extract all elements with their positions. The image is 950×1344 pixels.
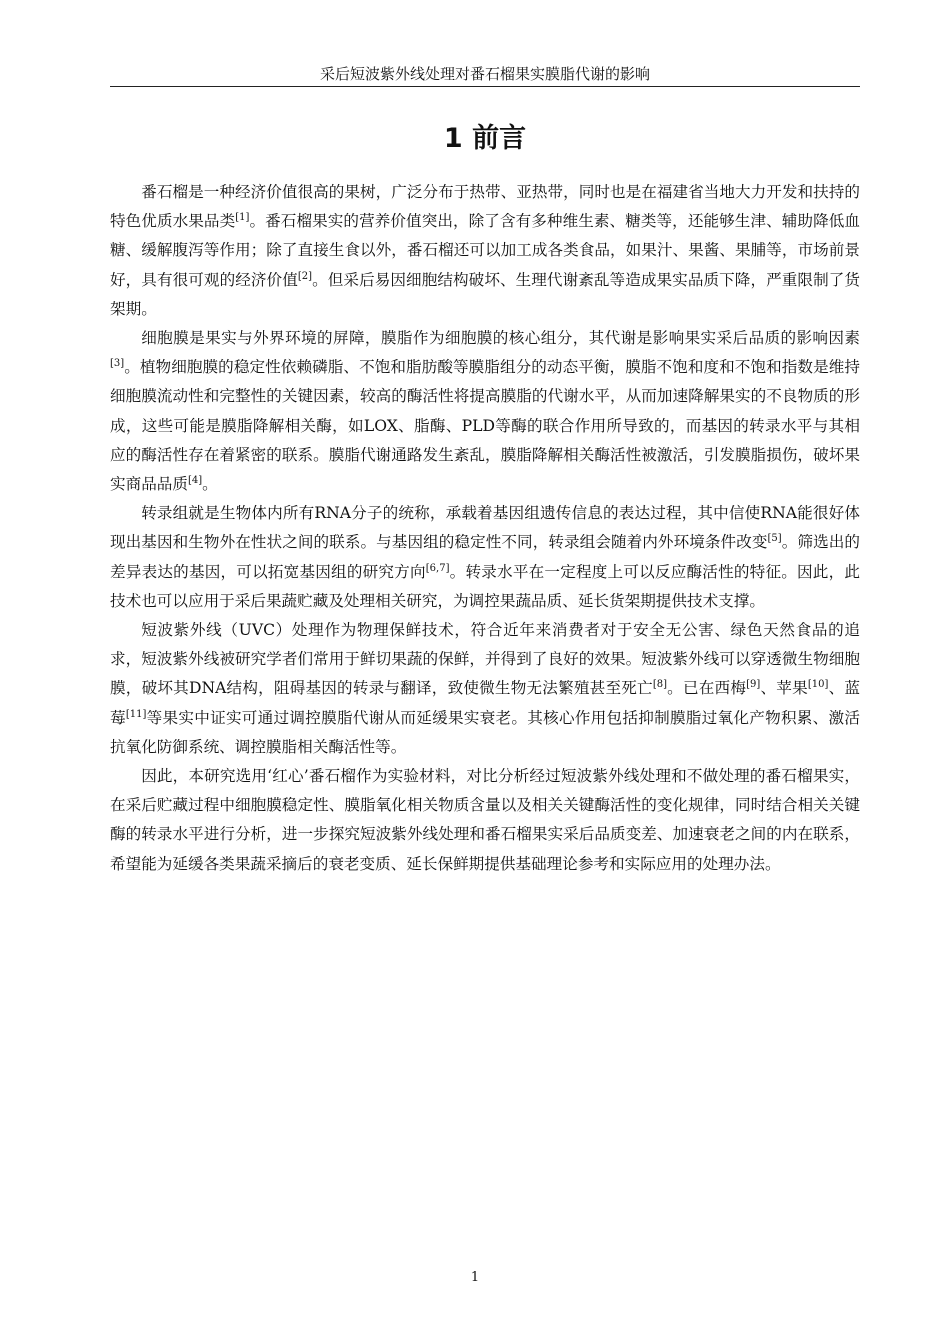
body-text [110,178,860,879]
paragraph-text: 。转录水平在一定程度上可以反应酶活性的特征。因此，此技术也可以应用于采后果蔬贮藏及处理相关研究，为调控果蔬品质、延长货架期提供技术支撑。 [110,562,860,610]
citation-ref: [5] [767,533,782,545]
citation-ref: [9] [746,679,761,691]
citation-ref: [4] [187,474,203,486]
citation-ref: [10] [807,679,829,691]
running-header: 采后短波紫外线处理对番石榴果实膜脂代谢的影响 [319,65,650,83]
paragraph-2 [110,324,860,499]
citation-ref: [1] [235,212,250,224]
paragraph-text: 。 [202,475,218,494]
paragraph-1 [110,178,860,324]
page-number: 1 [470,1270,480,1285]
paragraph-text: 、苹果 [760,679,808,698]
paragraph-text: 转录组就是生物体内所有RNA分子的统称，承载着基因组遗传信息的表达过程，其中信使RNA能很好体现出基因和生物外在性状之间的联系。与基因组的稳定性不同，转录组会随着内外环境条件改变 [110,504,860,552]
paragraph-text: 番石榴是一种经济价值很高的果树，广泛分布于热带、亚热带，同时也是在福建省当地大力开发和扶持的特色优质水果品类 [110,183,860,231]
paragraph-text: 短波紫外线（UVC）处理作为物理保鲜技术，符合近年来消费者对于安全无公害、绿色天然食品的追求，短波紫外线被研究学者们常用于鲜切果蔬的保鲜，并得到了良好的效果。短波紫外线可以穿透微生物细胞膜，破坏其DNA结构，阻碍基因的转录与翻译，致使微生物无法繁殖甚至死亡 [110,621,860,698]
paragraph-3 [110,499,860,616]
paragraph-5 [110,762,860,879]
paragraph-text: 因此，本研究选用‘红心’番石榴作为实验材料，对比分析经过短波紫外线处理和不做处理的番石榴果实，在采后贮藏过程中细胞膜稳定性、膜脂氧化相关物质含量以及相关关键酶活性的变化规律，同时结合相关关键酶的转录水平进行分析，进一步探究短波紫外线处理和番石榴果实采后品质变差、加速衰老之间的内在联系，希望能为延缓各类果蔬采摘后的衰老变质、延长保鲜期提供基础理论参考和实际应用的处理办法。 [110,767,860,873]
citation-ref: [8] [652,679,667,691]
paragraph-text: 。筛选出的差异表达的基因，可以拓宽基因组的研究方向 [110,533,860,581]
paragraph-text: 、蓝莓 [110,679,860,727]
citation-ref: [6,7] [425,562,450,574]
paragraph-text: 。已在西梅 [666,679,747,698]
citation-ref: [2] [297,270,313,282]
paragraph-text: 。但采后易因细胞结构破坏、生理代谢紊乱等造成果实品质下降，严重限制了货架期。 [110,270,860,318]
citation-ref: [3] [110,358,125,370]
citation-ref: [11] [125,708,147,720]
header-rule [110,86,860,87]
paragraph-text: 等果实中证实可通过调控膜脂代谢从而延缓果实衰老。其核心作用包括抑制膜脂过氧化产物积累、激活抗氧化防御系统、调控膜脂相关酶活性等。 [110,708,860,756]
paragraph-text: 。番石榴果实的营养价值突出，除了含有多种维生素、糖类等，还能够生津、辅助降低血糖、缓解腹泻等作用；除了直接生食以外，番石榴还可以加工成各类食品，如果汁、果酱、果脯等，市场前景好，具有很可观的经济价值 [110,212,860,289]
paragraph-text: 。植物细胞膜的稳定性依赖磷脂、不饱和脂肪酸等膜脂组分的动态平衡，膜脂不饱和度和不饱和指数是维持细胞膜流动性和完整性的关键因素，较高的酶活性将提高膜脂的代谢水平，从而加速降解果实的不良物质的形成，这些可能是膜脂降解相关酶，如LOX、脂酶、PLD等酶的联合作用所导致的，而基因的转录水平与其相应的酶活性存在着紧密的联系。膜脂代谢通路发生紊乱，膜脂降解相关酶活性被激活，引发膜脂损伤，破坏果实商品品质 [110,358,860,494]
paragraph-4 [110,616,860,762]
chapter-title: 1 前言 [443,123,527,154]
paragraph-text: 细胞膜是果实与外界环境的屏障，膜脂作为细胞膜的核心组分，其代谢是影响果实采后品质的影响因素 [141,329,860,348]
